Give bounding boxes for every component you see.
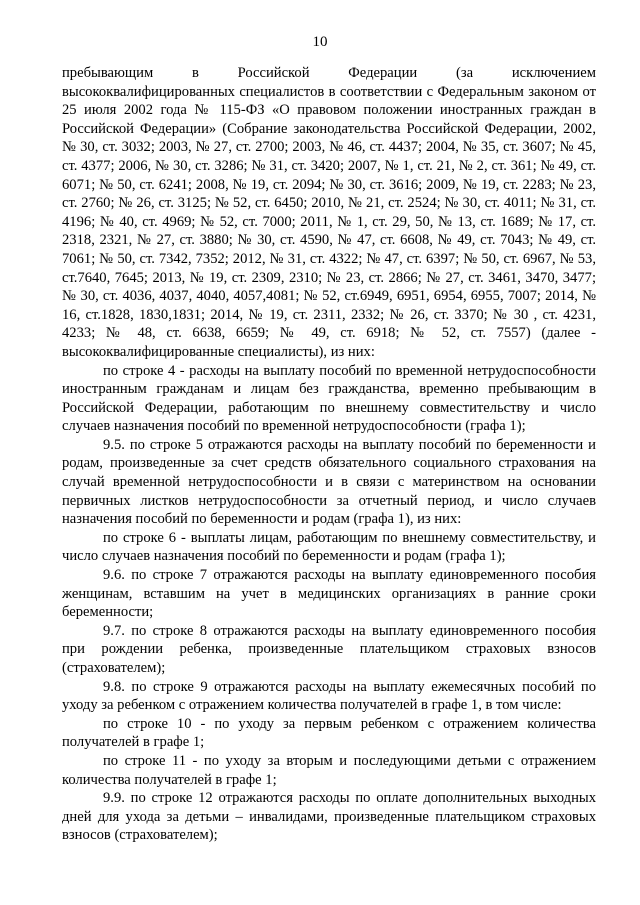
paragraph: 9.5. по строке 5 отражаются расходы на выплату пособий по беременности и родам, произведенные за счет средств обязательного социального страхования на случай временной нетрудоспособности и в связи с материнством на основании первичных листков нетрудоспособности за отчетный период, и число случаев назначения пособий по беременности и родам (графа 1), из них: — [62, 436, 596, 528]
page-number: 10 — [312, 34, 328, 50]
paragraph: по строке 6 - выплаты лицам, работающим по внешнему совместительству, и число случаев назначения пособий по беременности и родам (графа 1); — [62, 529, 596, 565]
paragraph: по строке 10 - по уходу за первым ребенком с отражением количества получателей в графе 1; — [62, 715, 596, 751]
paragraph: по строке 4 - расходы на выплату пособий по временной нетрудоспособности иностранным гражданам и лицам без гражданства, временно пребывающим в Российской Федерации, работающим по внешнему совместительству и число случаев назначения пособий по временной нетрудоспособности (графа 1); — [62, 362, 596, 435]
paragraph: 9.6. по строке 7 отражаются расходы на выплату единовременного пособия женщинам, вставшим на учет в медицинских организациях в ранние сроки беременности; — [62, 567, 596, 621]
paragraph: 9.7. по строке 8 отражаются расходы на выплату единовременного пособия при рождении ребенка, произведенные плательщиком страховых взносов (страхователем); — [62, 622, 596, 676]
paragraph: пребывающим в Российской Федерации (за исключением высококвалифицированных специалистов в соответствии с Федеральным законом от 25 июля 2002 года № 115-ФЗ «О правовом положении иностранных граждан в Российской Федерации» (Собрание законодательства Российской Федерации, 2002, № 30, ст. 3032; 2003, № 27, ст. 2700; 2003, № 46, ст. 4437; 2004, № 35, ст. 3607; № 45, ст. 4377; 2006, № 30, ст. 3286; № 31, ст. 3420; 2007, № 1, ст. 21, № 2, ст. 361; № 49, ст. 6071; № 50, ст. 6241; 2008, № 19, ст. 2094; № 30, ст. 3616; 2009, № 19, ст. 2283; № 23, ст. 2760; № 26, ст. 3125; № 52, ст. 6450; 2010, № 21, ст. 2524; № 30, ст. 4011; № 31, ст. 4196; № 40, ст. 4969; № 52, ст. 7000; 2011, № 1, ст. 29, 50, № 13, ст. 1689; № 17, ст. 2318, 2321, № 27, ст. 3880; № 30, ст. 4590, № 47, ст. 6608, № 49, ст. 7043; № 49, ст. 7061; № 50, ст. 7342, 7352; 2012, № 31, ст. 4322; № 47, ст. 6397; № 50, ст. 6967, № 53, ст.7640, 7645; 2013, № 19, ст. 2309, 2310; № 23, ст. 2866; № 27, ст. 3461, 3470, 3477; № 30, ст. 4036, 4037, 4040, 4057,4081; № 52, ст.6949, 6951, 6954, 6955, 7007; 2014, № 16, ст.1828, 1830,1831; 2014, № 19, ст. 2311, 2332; № 26, ст. 3370; № 30 , ст. 4231, 4233; № 48, ст. 6638, 6659; № 49, ст. 6918; № 52, ст. 7557) (далее - высококвалифицированные специалисты), из них: — [62, 65, 596, 360]
paragraph: 9.8. по строке 9 отражаются расходы на выплату ежемесячных пособий по уходу за ребенком с отражением количества получателей в графе 1, в том числе: — [62, 678, 596, 714]
paragraph: по строке 11 - по уходу за вторым и последующими детьми с отражением количества получателей в графе 1; — [62, 752, 596, 788]
document-body — [62, 64, 596, 845]
paragraph: 9.9. по строке 12 отражаются расходы по оплате дополнительных выходных дней для ухода за детьми – инвалидами, произведенные плательщиком страховых взносов (страхователем); — [62, 790, 596, 844]
